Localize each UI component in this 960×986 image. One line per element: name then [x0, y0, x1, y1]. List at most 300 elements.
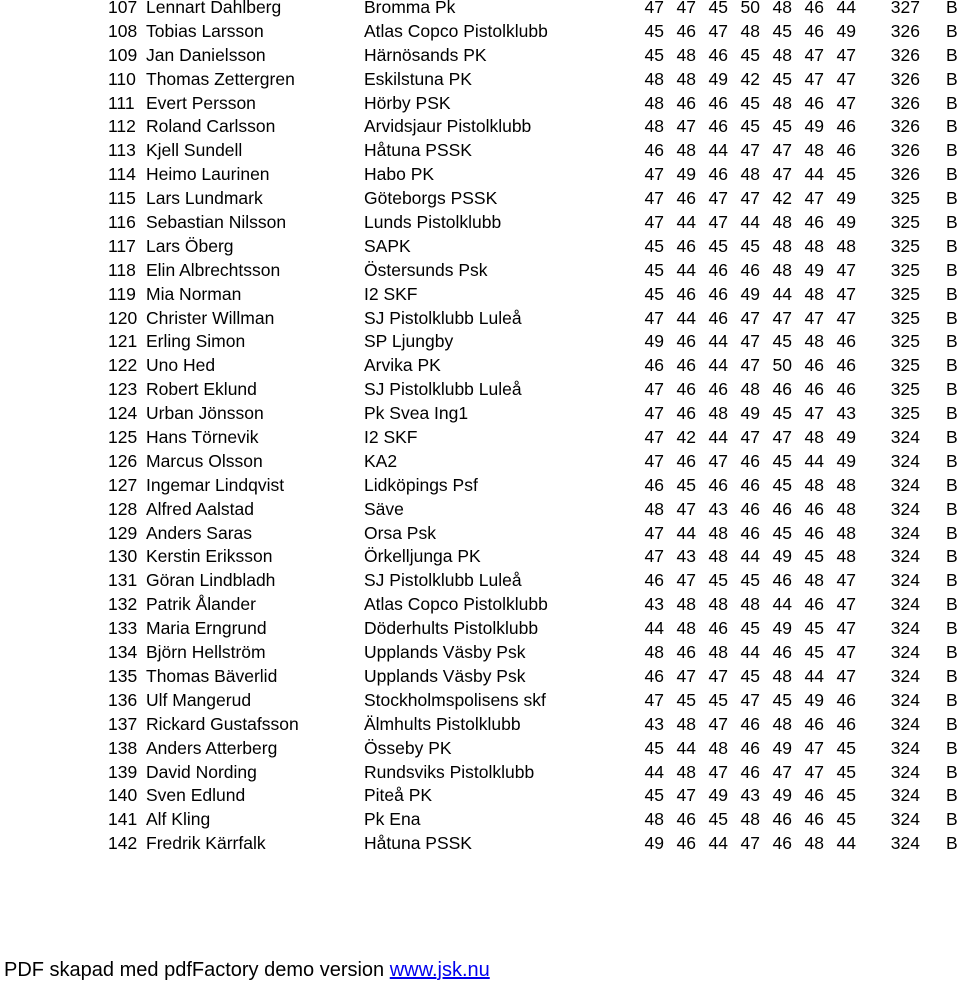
shooter-name-cell: Urban Jönsson — [146, 403, 264, 424]
series-score-cell: 46 — [708, 283, 728, 304]
series-score-cell: 46 — [804, 522, 824, 543]
class-cell: B — [946, 92, 958, 113]
result-row — [0, 784, 960, 808]
club-cell: Älmhults Pistolklubb — [364, 713, 521, 734]
series-score-cell: 45 — [804, 618, 824, 639]
result-row — [0, 211, 960, 235]
series-score-cell: 45 — [804, 642, 824, 663]
rank-cell: 107 — [108, 0, 138, 17]
class-cell: B — [946, 164, 958, 185]
series-score-cell: 48 — [676, 713, 696, 734]
rank-cell: 119 — [108, 283, 136, 304]
rank-cell: 128 — [108, 498, 138, 519]
series-score-cell: 49 — [708, 68, 728, 89]
result-row — [0, 832, 960, 856]
series-score-cell: 48 — [772, 713, 792, 734]
total-score-cell: 324 — [890, 570, 920, 591]
series-score-cell: 44 — [708, 833, 728, 854]
series-score-cell: 42 — [676, 427, 696, 448]
rank-cell: 110 — [108, 68, 136, 89]
series-score-cell: 47 — [740, 307, 760, 328]
class-cell: B — [946, 474, 958, 495]
series-score-cell: 48 — [644, 498, 664, 519]
series-score-cell: 48 — [644, 809, 664, 830]
series-score-cell: 47 — [740, 355, 760, 376]
series-score-cell: 47 — [644, 427, 664, 448]
rank-cell: 111 — [108, 92, 135, 113]
series-score-cell: 48 — [804, 331, 824, 352]
series-score-cell: 44 — [836, 0, 856, 17]
class-cell: B — [946, 618, 958, 639]
series-score-cell: 47 — [708, 761, 728, 782]
series-score-cell: 47 — [676, 665, 696, 686]
shooter-name-cell: Lars Öberg — [146, 235, 234, 256]
series-score-cell: 46 — [804, 20, 824, 41]
series-score-cell: 46 — [804, 713, 824, 734]
series-score-cell: 45 — [644, 283, 664, 304]
series-score-cell: 46 — [644, 140, 664, 161]
class-cell: B — [946, 235, 958, 256]
series-score-cell: 48 — [740, 20, 760, 41]
club-cell: Habo PK — [364, 164, 435, 185]
series-score-cell: 49 — [772, 546, 792, 567]
series-score-cell: 45 — [740, 92, 760, 113]
total-score-cell: 324 — [890, 737, 920, 758]
class-cell: B — [946, 20, 958, 41]
series-score-cell: 47 — [804, 737, 824, 758]
club-cell: SAPK — [364, 235, 411, 256]
series-score-cell: 44 — [804, 665, 824, 686]
club-cell: Orsa Psk — [364, 522, 436, 543]
result-row — [0, 163, 960, 187]
series-score-cell: 47 — [708, 20, 728, 41]
series-score-cell: 45 — [740, 44, 760, 65]
series-score-cell: 49 — [740, 283, 760, 304]
result-row — [0, 593, 960, 617]
series-score-cell: 48 — [644, 92, 664, 113]
rank-cell: 134 — [108, 642, 138, 663]
series-score-cell: 48 — [740, 379, 760, 400]
series-score-cell: 47 — [644, 0, 664, 17]
series-score-cell: 46 — [740, 522, 760, 543]
series-score-cell: 48 — [836, 546, 856, 567]
series-score-cell: 49 — [836, 450, 856, 471]
total-score-cell: 324 — [890, 642, 920, 663]
series-score-cell: 47 — [740, 427, 760, 448]
series-score-cell: 48 — [804, 140, 824, 161]
series-score-cell: 46 — [740, 259, 760, 280]
class-cell: B — [946, 833, 958, 854]
series-score-cell: 48 — [708, 403, 728, 424]
rank-cell: 121 — [108, 331, 138, 352]
club-cell: Össeby PK — [364, 737, 452, 758]
rank-cell: 142 — [108, 833, 138, 854]
club-cell: Säve — [364, 498, 404, 519]
result-row — [0, 641, 960, 665]
rank-cell: 126 — [108, 450, 138, 471]
series-score-cell: 46 — [708, 307, 728, 328]
series-score-cell: 43 — [740, 785, 760, 806]
series-score-cell: 45 — [836, 785, 856, 806]
result-row — [0, 354, 960, 378]
class-cell: B — [946, 522, 958, 543]
result-row — [0, 402, 960, 426]
series-score-cell: 45 — [708, 689, 728, 710]
series-score-cell: 47 — [804, 188, 824, 209]
shooter-name-cell: Rickard Gustafsson — [146, 713, 299, 734]
series-score-cell: 48 — [836, 474, 856, 495]
class-cell: B — [946, 403, 958, 424]
series-score-cell: 46 — [676, 642, 696, 663]
class-cell: B — [946, 761, 958, 782]
series-score-cell: 48 — [836, 522, 856, 543]
series-score-cell: 49 — [804, 259, 824, 280]
series-score-cell: 45 — [772, 474, 792, 495]
result-row — [0, 474, 960, 498]
shooter-name-cell: Hans Törnevik — [146, 427, 259, 448]
class-cell: B — [946, 665, 958, 686]
series-score-cell: 48 — [772, 665, 792, 686]
shooter-name-cell: Sven Edlund — [146, 785, 246, 806]
rank-cell: 114 — [108, 164, 136, 185]
class-cell: B — [946, 737, 958, 758]
club-cell: Lidköpings Psf — [364, 474, 478, 495]
total-score-cell: 326 — [890, 140, 920, 161]
club-cell: Upplands Väsby Psk — [364, 665, 526, 686]
series-score-cell: 47 — [740, 331, 760, 352]
club-cell: Lunds Pistolklubb — [364, 212, 502, 233]
result-row — [0, 689, 960, 713]
series-score-cell: 46 — [708, 474, 728, 495]
series-score-cell: 46 — [644, 570, 664, 591]
series-score-cell: 48 — [644, 116, 664, 137]
total-score-cell: 326 — [890, 20, 920, 41]
series-score-cell: 46 — [740, 498, 760, 519]
series-score-cell: 46 — [740, 713, 760, 734]
class-cell: B — [946, 188, 958, 209]
club-cell: Döderhults Pistolklubb — [364, 618, 539, 639]
series-score-cell: 45 — [708, 235, 728, 256]
shooter-name-cell: Ulf Mangerud — [146, 689, 252, 710]
series-score-cell: 48 — [804, 474, 824, 495]
series-score-cell: 46 — [708, 379, 728, 400]
series-score-cell: 45 — [644, 20, 664, 41]
series-score-cell: 46 — [804, 92, 824, 113]
series-score-cell: 47 — [804, 68, 824, 89]
series-score-cell: 47 — [644, 522, 664, 543]
rank-cell: 127 — [108, 474, 138, 495]
series-score-cell: 46 — [644, 474, 664, 495]
series-score-cell: 47 — [644, 164, 664, 185]
series-score-cell: 44 — [804, 164, 824, 185]
total-score-cell: 324 — [890, 689, 920, 710]
total-score-cell: 325 — [890, 283, 920, 304]
series-score-cell: 48 — [804, 570, 824, 591]
result-row — [0, 426, 960, 450]
series-score-cell: 47 — [772, 164, 792, 185]
series-score-cell: 46 — [804, 212, 824, 233]
rank-cell: 108 — [108, 20, 138, 41]
total-score-cell: 326 — [890, 116, 920, 137]
series-score-cell: 46 — [804, 355, 824, 376]
series-score-cell: 47 — [644, 379, 664, 400]
series-score-cell: 45 — [772, 68, 792, 89]
series-score-cell: 47 — [676, 570, 696, 591]
total-score-cell: 324 — [890, 450, 920, 471]
series-score-cell: 46 — [804, 0, 824, 17]
class-cell: B — [946, 427, 958, 448]
result-row — [0, 283, 960, 307]
total-score-cell: 324 — [890, 474, 920, 495]
rank-cell: 124 — [108, 403, 138, 424]
rank-cell: 136 — [108, 689, 138, 710]
series-score-cell: 46 — [676, 92, 696, 113]
series-score-cell: 47 — [676, 116, 696, 137]
club-cell: Håtuna PSSK — [364, 833, 472, 854]
shooter-name-cell: Björn Hellström — [146, 642, 266, 663]
series-score-cell: 46 — [804, 785, 824, 806]
club-cell: Eskilstuna PK — [364, 68, 472, 89]
result-row — [0, 0, 960, 20]
series-score-cell: 48 — [772, 259, 792, 280]
shooter-name-cell: Elin Albrechtsson — [146, 259, 281, 280]
series-score-cell: 45 — [772, 522, 792, 543]
club-cell: Hörby PSK — [364, 92, 451, 113]
total-score-cell: 326 — [890, 164, 920, 185]
series-score-cell: 47 — [644, 212, 664, 233]
series-score-cell: 45 — [740, 665, 760, 686]
series-score-cell: 47 — [740, 833, 760, 854]
total-score-cell: 324 — [890, 498, 920, 519]
rank-cell: 141 — [108, 809, 138, 830]
series-score-cell: 44 — [772, 283, 792, 304]
footer-text: PDF skapad med pdfFactory demo version — [4, 959, 385, 981]
series-score-cell: 47 — [772, 761, 792, 782]
series-score-cell: 46 — [772, 642, 792, 663]
result-row — [0, 20, 960, 44]
result-row — [0, 545, 960, 569]
series-score-cell: 43 — [676, 546, 696, 567]
shooter-name-cell: Kerstin Eriksson — [146, 546, 273, 567]
rank-cell: 115 — [108, 188, 136, 209]
club-cell: Stockholmspolisens skf — [364, 689, 546, 710]
series-score-cell: 42 — [740, 68, 760, 89]
series-score-cell: 45 — [804, 546, 824, 567]
series-score-cell: 48 — [708, 594, 728, 615]
shooter-name-cell: Anders Atterberg — [146, 737, 278, 758]
shooter-name-cell: Christer Willman — [146, 307, 275, 328]
shooter-name-cell: David Nording — [146, 761, 257, 782]
series-score-cell: 47 — [836, 68, 856, 89]
shooter-name-cell: Erling Simon — [146, 331, 246, 352]
result-row — [0, 617, 960, 641]
club-cell: KA2 — [364, 450, 398, 471]
series-score-cell: 47 — [644, 403, 664, 424]
series-score-cell: 45 — [772, 116, 792, 137]
series-score-cell: 48 — [676, 44, 696, 65]
series-score-cell: 46 — [836, 116, 856, 137]
series-score-cell: 45 — [740, 235, 760, 256]
series-score-cell: 44 — [676, 259, 696, 280]
shooter-name-cell: Thomas Zettergren — [146, 68, 295, 89]
series-score-cell: 45 — [772, 689, 792, 710]
class-cell: B — [946, 450, 958, 471]
shooter-name-cell: Thomas Bäverlid — [146, 665, 278, 686]
series-score-cell: 46 — [772, 570, 792, 591]
footer-link[interactable]: www.jsk.nu — [389, 959, 490, 981]
rank-cell: 117 — [108, 235, 136, 256]
total-score-cell: 324 — [890, 546, 920, 567]
result-row — [0, 139, 960, 163]
series-score-cell: 48 — [708, 522, 728, 543]
series-score-cell: 48 — [740, 594, 760, 615]
class-cell: B — [946, 379, 958, 400]
series-score-cell: 47 — [804, 307, 824, 328]
total-score-cell: 324 — [890, 618, 920, 639]
series-score-cell: 45 — [836, 761, 856, 782]
rank-cell: 116 — [108, 212, 136, 233]
total-score-cell: 326 — [890, 68, 920, 89]
total-score-cell: 324 — [890, 833, 920, 854]
series-score-cell: 48 — [676, 618, 696, 639]
club-cell: Härnösands PK — [364, 44, 487, 65]
class-cell: B — [946, 259, 958, 280]
series-score-cell: 46 — [708, 259, 728, 280]
shooter-name-cell: Kjell Sundell — [146, 140, 243, 161]
series-score-cell: 45 — [772, 450, 792, 471]
series-score-cell: 47 — [836, 618, 856, 639]
club-cell: I2 SKF — [364, 427, 418, 448]
series-score-cell: 46 — [676, 833, 696, 854]
club-cell: Pk Svea Ing1 — [364, 403, 469, 424]
result-row — [0, 713, 960, 737]
class-cell: B — [946, 594, 958, 615]
class-cell: B — [946, 498, 958, 519]
series-score-cell: 45 — [644, 44, 664, 65]
total-score-cell: 326 — [890, 92, 920, 113]
series-score-cell: 46 — [804, 594, 824, 615]
total-score-cell: 325 — [890, 307, 920, 328]
result-row — [0, 378, 960, 402]
series-score-cell: 44 — [676, 212, 696, 233]
series-score-cell: 47 — [644, 450, 664, 471]
series-score-cell: 45 — [772, 331, 792, 352]
total-score-cell: 327 — [890, 0, 920, 17]
series-score-cell: 47 — [836, 307, 856, 328]
class-cell: B — [946, 546, 958, 567]
series-score-cell: 44 — [708, 140, 728, 161]
series-score-cell: 46 — [772, 498, 792, 519]
series-score-cell: 49 — [740, 403, 760, 424]
series-score-cell: 46 — [676, 283, 696, 304]
rank-cell: 112 — [108, 116, 136, 137]
club-cell: I2 SKF — [364, 283, 418, 304]
shooter-name-cell: Evert Persson — [146, 92, 256, 113]
club-cell: Rundsviks Pistolklubb — [364, 761, 535, 782]
shooter-name-cell: Alf Kling — [146, 809, 211, 830]
series-score-cell: 43 — [644, 594, 664, 615]
series-score-cell: 47 — [772, 427, 792, 448]
series-score-cell: 47 — [708, 713, 728, 734]
shooter-name-cell: Sebastian Nilsson — [146, 212, 287, 233]
rank-cell: 132 — [108, 594, 138, 615]
series-score-cell: 47 — [836, 642, 856, 663]
series-score-cell: 46 — [740, 761, 760, 782]
shooter-name-cell: Alfred Aalstad — [146, 498, 254, 519]
result-row — [0, 330, 960, 354]
series-score-cell: 47 — [676, 498, 696, 519]
series-score-cell: 44 — [708, 427, 728, 448]
result-row — [0, 68, 960, 92]
result-row — [0, 92, 960, 116]
series-score-cell: 49 — [836, 20, 856, 41]
rank-cell: 125 — [108, 427, 138, 448]
total-score-cell: 325 — [890, 355, 920, 376]
class-cell: B — [946, 116, 958, 137]
series-score-cell: 49 — [772, 618, 792, 639]
series-score-cell: 45 — [740, 570, 760, 591]
rank-cell: 123 — [108, 379, 138, 400]
series-score-cell: 48 — [644, 68, 664, 89]
class-cell: B — [946, 355, 958, 376]
series-score-cell: 45 — [644, 259, 664, 280]
result-row — [0, 259, 960, 283]
total-score-cell: 324 — [890, 594, 920, 615]
series-score-cell: 48 — [836, 235, 856, 256]
series-score-cell: 48 — [644, 642, 664, 663]
series-score-cell: 46 — [740, 474, 760, 495]
series-score-cell: 48 — [772, 0, 792, 17]
class-cell: B — [946, 570, 958, 591]
series-score-cell: 46 — [772, 809, 792, 830]
total-score-cell: 325 — [890, 212, 920, 233]
series-score-cell: 45 — [708, 809, 728, 830]
series-score-cell: 46 — [676, 331, 696, 352]
series-score-cell: 47 — [740, 140, 760, 161]
class-cell: B — [946, 140, 958, 161]
series-score-cell: 49 — [772, 785, 792, 806]
shooter-name-cell: Göran Lindbladh — [146, 570, 276, 591]
rank-cell: 138 — [108, 737, 138, 758]
class-cell: B — [946, 331, 958, 352]
result-row — [0, 808, 960, 832]
shooter-name-cell: Heimo Laurinen — [146, 164, 270, 185]
series-score-cell: 48 — [804, 235, 824, 256]
series-score-cell: 47 — [836, 570, 856, 591]
series-score-cell: 44 — [676, 307, 696, 328]
club-cell: Atlas Copco Pistolklubb — [364, 594, 548, 615]
series-score-cell: 46 — [772, 833, 792, 854]
shooter-name-cell: Maria Erngrund — [146, 618, 267, 639]
series-score-cell: 45 — [836, 164, 856, 185]
shooter-name-cell: Mia Norman — [146, 283, 242, 304]
total-score-cell: 325 — [890, 379, 920, 400]
series-score-cell: 44 — [676, 737, 696, 758]
series-score-cell: 49 — [676, 164, 696, 185]
club-cell: Arvika PK — [364, 355, 441, 376]
club-cell: Arvidsjaur Pistolklubb — [364, 116, 532, 137]
series-score-cell: 45 — [836, 809, 856, 830]
shooter-name-cell: Robert Eklund — [146, 379, 257, 400]
series-score-cell: 45 — [644, 737, 664, 758]
rank-cell: 133 — [108, 618, 138, 639]
series-score-cell: 48 — [708, 546, 728, 567]
result-row — [0, 235, 960, 259]
series-score-cell: 42 — [772, 188, 792, 209]
result-row — [0, 307, 960, 331]
series-score-cell: 46 — [772, 379, 792, 400]
series-score-cell: 47 — [676, 785, 696, 806]
